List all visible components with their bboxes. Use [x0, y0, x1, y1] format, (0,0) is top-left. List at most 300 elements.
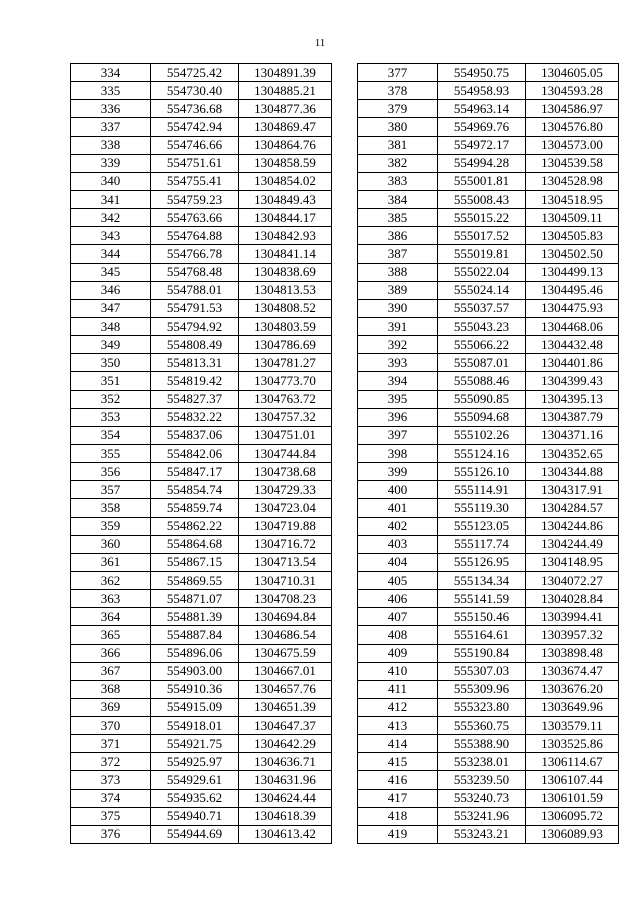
x-coordinate-cell: 554994.28	[438, 154, 526, 172]
point-number-cell: 357	[71, 481, 151, 499]
x-coordinate-cell: 553239.50	[438, 771, 526, 789]
point-number-cell: 418	[358, 807, 438, 825]
x-coordinate-cell: 554862.22	[151, 517, 239, 535]
y-coordinate-cell: 1304244.49	[526, 535, 619, 553]
point-number-cell: 359	[71, 517, 151, 535]
point-number-cell: 396	[358, 408, 438, 426]
point-number-cell: 415	[358, 753, 438, 771]
x-coordinate-cell: 555102.26	[438, 426, 526, 444]
table-row	[71, 735, 332, 753]
x-coordinate-cell: 555150.46	[438, 608, 526, 626]
x-coordinate-cell: 554813.31	[151, 354, 239, 372]
y-coordinate-cell: 1304885.21	[239, 82, 332, 100]
y-coordinate-cell: 1303674.47	[526, 662, 619, 680]
y-coordinate-cell: 1304618.39	[239, 807, 332, 825]
point-number-cell: 377	[358, 64, 438, 82]
y-coordinate-cell: 1304468.06	[526, 317, 619, 335]
table-row	[358, 299, 619, 317]
x-coordinate-cell: 554864.68	[151, 535, 239, 553]
point-number-cell: 413	[358, 717, 438, 735]
x-coordinate-cell: 555043.23	[438, 317, 526, 335]
y-coordinate-cell: 1304858.59	[239, 154, 332, 172]
point-number-cell: 394	[358, 372, 438, 390]
y-coordinate-cell: 1304773.70	[239, 372, 332, 390]
x-coordinate-cell: 554929.61	[151, 771, 239, 789]
point-number-cell: 341	[71, 190, 151, 208]
table-row	[71, 825, 332, 843]
point-number-cell: 391	[358, 317, 438, 335]
point-number-cell: 381	[358, 136, 438, 154]
table-row	[71, 789, 332, 807]
x-coordinate-cell: 554969.76	[438, 118, 526, 136]
y-coordinate-cell: 1304849.43	[239, 190, 332, 208]
table-row	[358, 444, 619, 462]
y-coordinate-cell: 1304528.98	[526, 172, 619, 190]
point-number-cell: 349	[71, 336, 151, 354]
x-coordinate-cell: 554867.15	[151, 553, 239, 571]
point-number-cell: 362	[71, 571, 151, 589]
table-row	[358, 317, 619, 335]
x-coordinate-cell: 554871.07	[151, 590, 239, 608]
x-coordinate-cell: 554746.66	[151, 136, 239, 154]
table-row	[71, 662, 332, 680]
table-row	[71, 136, 332, 154]
point-number-cell: 365	[71, 626, 151, 644]
point-number-cell: 405	[358, 571, 438, 589]
point-number-cell: 356	[71, 463, 151, 481]
x-coordinate-cell: 555037.57	[438, 299, 526, 317]
table-row	[71, 317, 332, 335]
table-row	[358, 209, 619, 227]
table-row	[71, 118, 332, 136]
x-coordinate-cell: 555360.75	[438, 717, 526, 735]
table-row	[71, 644, 332, 662]
table-row	[358, 190, 619, 208]
y-coordinate-cell: 1304841.14	[239, 245, 332, 263]
table-row	[71, 245, 332, 263]
x-coordinate-cell: 554791.53	[151, 299, 239, 317]
y-coordinate-cell: 1304593.28	[526, 82, 619, 100]
point-number-cell: 355	[71, 444, 151, 462]
y-coordinate-cell: 1304387.79	[526, 408, 619, 426]
point-number-cell: 375	[71, 807, 151, 825]
point-number-cell: 369	[71, 698, 151, 716]
table-row	[71, 390, 332, 408]
y-coordinate-cell: 1304651.39	[239, 698, 332, 716]
x-coordinate-cell: 554808.49	[151, 336, 239, 354]
x-coordinate-cell: 554958.93	[438, 82, 526, 100]
x-coordinate-cell: 555024.14	[438, 281, 526, 299]
y-coordinate-cell: 1304432.48	[526, 336, 619, 354]
y-coordinate-cell: 1304723.04	[239, 499, 332, 517]
x-coordinate-cell: 555323.80	[438, 698, 526, 716]
y-coordinate-cell: 1304284.57	[526, 499, 619, 517]
y-coordinate-cell: 1304686.54	[239, 626, 332, 644]
point-number-cell: 339	[71, 154, 151, 172]
y-coordinate-cell: 1304499.13	[526, 263, 619, 281]
table-row	[71, 553, 332, 571]
table-row	[358, 789, 619, 807]
table-row	[71, 463, 332, 481]
table-row	[71, 209, 332, 227]
table-row	[358, 372, 619, 390]
y-coordinate-cell: 1304586.97	[526, 100, 619, 118]
table-row	[358, 64, 619, 82]
table-row	[358, 499, 619, 517]
table-row	[71, 807, 332, 825]
table-row	[71, 499, 332, 517]
table-row	[358, 680, 619, 698]
table-row	[358, 571, 619, 589]
y-coordinate-cell: 1304244.86	[526, 517, 619, 535]
table-row	[71, 336, 332, 354]
x-coordinate-cell: 554910.36	[151, 680, 239, 698]
point-number-cell: 409	[358, 644, 438, 662]
x-coordinate-cell: 555088.46	[438, 372, 526, 390]
point-number-cell: 360	[71, 535, 151, 553]
point-number-cell: 368	[71, 680, 151, 698]
point-number-cell: 338	[71, 136, 151, 154]
x-coordinate-cell: 554755.41	[151, 172, 239, 190]
table-row	[358, 245, 619, 263]
y-coordinate-cell: 1304813.53	[239, 281, 332, 299]
point-number-cell: 372	[71, 753, 151, 771]
x-coordinate-cell: 554925.97	[151, 753, 239, 771]
point-number-cell: 367	[71, 662, 151, 680]
y-coordinate-cell: 1303898.48	[526, 644, 619, 662]
y-coordinate-cell: 1304675.59	[239, 644, 332, 662]
point-number-cell: 371	[71, 735, 151, 753]
table-row	[71, 426, 332, 444]
table-row	[358, 390, 619, 408]
x-coordinate-cell: 555090.85	[438, 390, 526, 408]
y-coordinate-cell: 1304399.43	[526, 372, 619, 390]
x-coordinate-cell: 555141.59	[438, 590, 526, 608]
table-row	[358, 172, 619, 190]
table-row	[358, 590, 619, 608]
table-row	[71, 281, 332, 299]
y-coordinate-cell: 1304713.54	[239, 553, 332, 571]
point-number-cell: 376	[71, 825, 151, 843]
y-coordinate-cell: 1304576.80	[526, 118, 619, 136]
table-row	[358, 626, 619, 644]
y-coordinate-cell: 1304719.88	[239, 517, 332, 535]
x-coordinate-cell: 555022.04	[438, 263, 526, 281]
table-row	[358, 807, 619, 825]
point-number-cell: 395	[358, 390, 438, 408]
point-number-cell: 361	[71, 553, 151, 571]
point-number-cell: 408	[358, 626, 438, 644]
x-coordinate-cell: 553240.73	[438, 789, 526, 807]
x-coordinate-cell: 554887.84	[151, 626, 239, 644]
x-coordinate-cell: 555123.05	[438, 517, 526, 535]
coordinates-table-right	[357, 63, 619, 844]
x-coordinate-cell: 555019.81	[438, 245, 526, 263]
x-coordinate-cell: 555015.22	[438, 209, 526, 227]
point-number-cell: 370	[71, 717, 151, 735]
table-row	[358, 354, 619, 372]
table-row	[358, 263, 619, 281]
point-number-cell: 403	[358, 535, 438, 553]
table-row	[71, 698, 332, 716]
table-row	[358, 463, 619, 481]
point-number-cell: 410	[358, 662, 438, 680]
table-row	[71, 680, 332, 698]
table-row	[71, 64, 332, 82]
x-coordinate-cell: 554794.92	[151, 317, 239, 335]
coordinates-table-right-body	[358, 64, 619, 844]
x-coordinate-cell: 555124.16	[438, 444, 526, 462]
y-coordinate-cell: 1304808.52	[239, 299, 332, 317]
y-coordinate-cell: 1304371.16	[526, 426, 619, 444]
page-number: 11	[314, 37, 326, 49]
x-coordinate-cell: 555309.96	[438, 680, 526, 698]
x-coordinate-cell: 554859.74	[151, 499, 239, 517]
y-coordinate-cell: 1304636.71	[239, 753, 332, 771]
point-number-cell: 348	[71, 317, 151, 335]
y-coordinate-cell: 1304647.37	[239, 717, 332, 735]
point-number-cell: 411	[358, 680, 438, 698]
y-coordinate-cell: 1304624.44	[239, 789, 332, 807]
x-coordinate-cell: 555117.74	[438, 535, 526, 553]
y-coordinate-cell: 1304475.93	[526, 299, 619, 317]
x-coordinate-cell: 554944.69	[151, 825, 239, 843]
x-coordinate-cell: 554742.94	[151, 118, 239, 136]
x-coordinate-cell: 555126.95	[438, 553, 526, 571]
point-number-cell: 412	[358, 698, 438, 716]
x-coordinate-cell: 554881.39	[151, 608, 239, 626]
table-row	[71, 481, 332, 499]
point-number-cell: 382	[358, 154, 438, 172]
point-number-cell: 364	[71, 608, 151, 626]
y-coordinate-cell: 1304539.58	[526, 154, 619, 172]
y-coordinate-cell: 1306101.59	[526, 789, 619, 807]
table-row	[71, 299, 332, 317]
y-coordinate-cell: 1304401.86	[526, 354, 619, 372]
x-coordinate-cell: 555087.01	[438, 354, 526, 372]
x-coordinate-cell: 554918.01	[151, 717, 239, 735]
table-row	[358, 753, 619, 771]
y-coordinate-cell: 1304344.88	[526, 463, 619, 481]
x-coordinate-cell: 554842.06	[151, 444, 239, 462]
point-number-cell: 379	[358, 100, 438, 118]
x-coordinate-cell: 554751.61	[151, 154, 239, 172]
point-number-cell: 342	[71, 209, 151, 227]
point-number-cell: 335	[71, 82, 151, 100]
table-row	[358, 825, 619, 843]
x-coordinate-cell: 554935.62	[151, 789, 239, 807]
table-row	[71, 354, 332, 372]
point-number-cell: 378	[358, 82, 438, 100]
y-coordinate-cell: 1304844.17	[239, 209, 332, 227]
table-row	[358, 535, 619, 553]
table-row	[358, 717, 619, 735]
table-row	[71, 82, 332, 100]
table-row	[71, 717, 332, 735]
table-row	[71, 408, 332, 426]
point-number-cell: 352	[71, 390, 151, 408]
table-row	[71, 372, 332, 390]
table-row	[71, 608, 332, 626]
point-number-cell: 388	[358, 263, 438, 281]
x-coordinate-cell: 554903.00	[151, 662, 239, 680]
table-row	[358, 118, 619, 136]
table-row	[71, 154, 332, 172]
point-number-cell: 414	[358, 735, 438, 753]
point-number-cell: 387	[358, 245, 438, 263]
y-coordinate-cell: 1304864.76	[239, 136, 332, 154]
table-row	[71, 590, 332, 608]
x-coordinate-cell: 554837.06	[151, 426, 239, 444]
x-coordinate-cell: 555066.22	[438, 336, 526, 354]
x-coordinate-cell: 555017.52	[438, 227, 526, 245]
x-coordinate-cell: 554788.01	[151, 281, 239, 299]
x-coordinate-cell: 554869.55	[151, 571, 239, 589]
y-coordinate-cell: 1304738.68	[239, 463, 332, 481]
y-coordinate-cell: 1304502.50	[526, 245, 619, 263]
y-coordinate-cell: 1304781.27	[239, 354, 332, 372]
x-coordinate-cell: 555126.10	[438, 463, 526, 481]
x-coordinate-cell: 555388.90	[438, 735, 526, 753]
y-coordinate-cell: 1304657.76	[239, 680, 332, 698]
y-coordinate-cell: 1304072.27	[526, 571, 619, 589]
y-coordinate-cell: 1304708.23	[239, 590, 332, 608]
point-number-cell: 354	[71, 426, 151, 444]
table-row	[71, 263, 332, 281]
y-coordinate-cell: 1304869.47	[239, 118, 332, 136]
y-coordinate-cell: 1306107.44	[526, 771, 619, 789]
table-row	[358, 336, 619, 354]
coordinates-table-left-body	[71, 64, 332, 844]
table-row	[358, 608, 619, 626]
x-coordinate-cell: 554736.68	[151, 100, 239, 118]
x-coordinate-cell: 555119.30	[438, 499, 526, 517]
table-row	[71, 100, 332, 118]
table-row	[358, 100, 619, 118]
table-row	[358, 82, 619, 100]
y-coordinate-cell: 1306089.93	[526, 825, 619, 843]
y-coordinate-cell: 1304838.69	[239, 263, 332, 281]
y-coordinate-cell: 1304352.65	[526, 444, 619, 462]
table-row	[71, 571, 332, 589]
point-number-cell: 336	[71, 100, 151, 118]
point-number-cell: 390	[358, 299, 438, 317]
point-number-cell: 334	[71, 64, 151, 82]
x-coordinate-cell: 554759.23	[151, 190, 239, 208]
point-number-cell: 406	[358, 590, 438, 608]
x-coordinate-cell: 554764.88	[151, 227, 239, 245]
x-coordinate-cell: 555114.91	[438, 481, 526, 499]
point-number-cell: 383	[358, 172, 438, 190]
table-row	[358, 281, 619, 299]
point-number-cell: 402	[358, 517, 438, 535]
x-coordinate-cell: 554896.06	[151, 644, 239, 662]
point-number-cell: 340	[71, 172, 151, 190]
y-coordinate-cell: 1304803.59	[239, 317, 332, 335]
y-coordinate-cell: 1303994.41	[526, 608, 619, 626]
y-coordinate-cell: 1304716.72	[239, 535, 332, 553]
table-row	[358, 481, 619, 499]
table-row	[358, 771, 619, 789]
y-coordinate-cell: 1303957.32	[526, 626, 619, 644]
point-number-cell: 398	[358, 444, 438, 462]
y-coordinate-cell: 1304613.42	[239, 825, 332, 843]
table-row	[358, 735, 619, 753]
x-coordinate-cell: 554847.17	[151, 463, 239, 481]
table-row	[71, 626, 332, 644]
y-coordinate-cell: 1304744.84	[239, 444, 332, 462]
y-coordinate-cell: 1304854.02	[239, 172, 332, 190]
y-coordinate-cell: 1304877.36	[239, 100, 332, 118]
x-coordinate-cell: 554832.22	[151, 408, 239, 426]
point-number-cell: 419	[358, 825, 438, 843]
table-row	[358, 553, 619, 571]
y-coordinate-cell: 1304495.46	[526, 281, 619, 299]
x-coordinate-cell: 554963.14	[438, 100, 526, 118]
x-coordinate-cell: 554854.74	[151, 481, 239, 499]
x-coordinate-cell: 553243.21	[438, 825, 526, 843]
table-row	[358, 227, 619, 245]
x-coordinate-cell: 555001.81	[438, 172, 526, 190]
x-coordinate-cell: 554725.42	[151, 64, 239, 82]
y-coordinate-cell: 1304395.13	[526, 390, 619, 408]
point-number-cell: 337	[71, 118, 151, 136]
x-coordinate-cell: 554766.78	[151, 245, 239, 263]
y-coordinate-cell: 1304763.72	[239, 390, 332, 408]
y-coordinate-cell: 1306114.67	[526, 753, 619, 771]
table-row	[71, 771, 332, 789]
table-row	[71, 172, 332, 190]
table-row	[358, 408, 619, 426]
point-number-cell: 385	[358, 209, 438, 227]
y-coordinate-cell: 1304505.83	[526, 227, 619, 245]
point-number-cell: 374	[71, 789, 151, 807]
point-number-cell: 347	[71, 299, 151, 317]
x-coordinate-cell: 555134.34	[438, 571, 526, 589]
y-coordinate-cell: 1303676.20	[526, 680, 619, 698]
table-row	[358, 136, 619, 154]
point-number-cell: 380	[358, 118, 438, 136]
point-number-cell: 373	[71, 771, 151, 789]
y-coordinate-cell: 1304028.84	[526, 590, 619, 608]
table-row	[71, 444, 332, 462]
point-number-cell: 404	[358, 553, 438, 571]
x-coordinate-cell: 555307.03	[438, 662, 526, 680]
point-number-cell: 344	[71, 245, 151, 263]
point-number-cell: 400	[358, 481, 438, 499]
point-number-cell: 399	[358, 463, 438, 481]
y-coordinate-cell: 1304518.95	[526, 190, 619, 208]
x-coordinate-cell: 555008.43	[438, 190, 526, 208]
x-coordinate-cell: 554915.09	[151, 698, 239, 716]
y-coordinate-cell: 1303525.86	[526, 735, 619, 753]
y-coordinate-cell: 1304786.69	[239, 336, 332, 354]
y-coordinate-cell: 1304642.29	[239, 735, 332, 753]
x-coordinate-cell: 553241.96	[438, 807, 526, 825]
point-number-cell: 401	[358, 499, 438, 517]
y-coordinate-cell: 1304729.33	[239, 481, 332, 499]
x-coordinate-cell: 554763.66	[151, 209, 239, 227]
point-number-cell: 386	[358, 227, 438, 245]
x-coordinate-cell: 555164.61	[438, 626, 526, 644]
table-row	[358, 644, 619, 662]
y-coordinate-cell: 1304605.05	[526, 64, 619, 82]
x-coordinate-cell: 554819.42	[151, 372, 239, 390]
x-coordinate-cell: 554940.71	[151, 807, 239, 825]
y-coordinate-cell: 1304751.01	[239, 426, 332, 444]
point-number-cell: 384	[358, 190, 438, 208]
table-row	[358, 517, 619, 535]
